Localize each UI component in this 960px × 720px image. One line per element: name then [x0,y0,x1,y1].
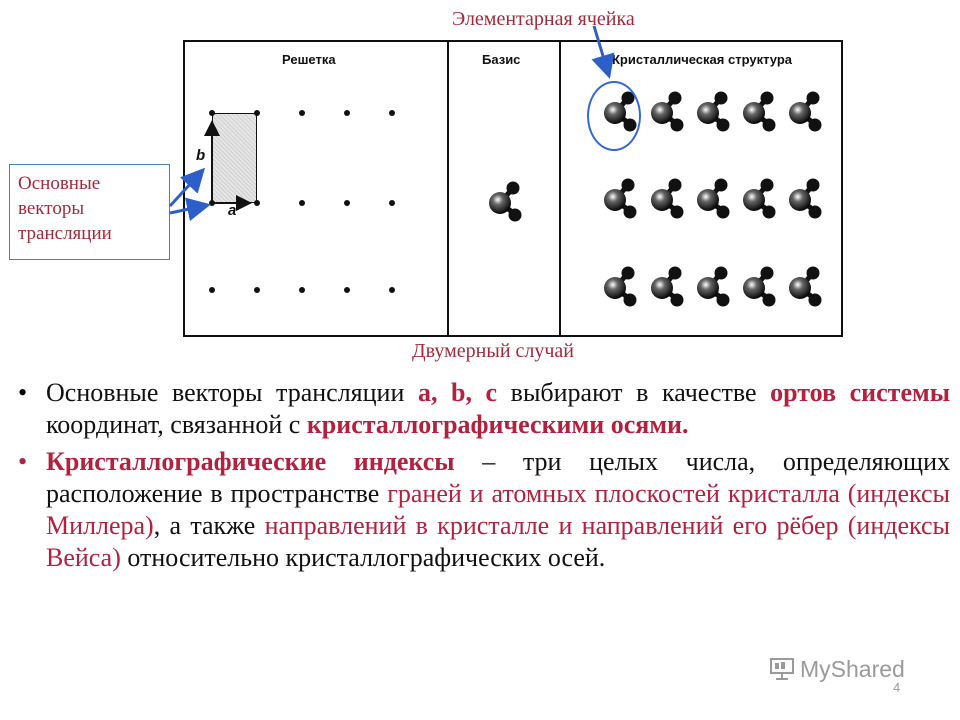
unit-cell-label: Элементарная ячейка [452,8,635,30]
bullet-marker: • [18,378,28,407]
crystal-molecule [690,262,740,312]
crystal-molecule [782,87,832,137]
b1-text-part: Основные векторы трансляции [46,378,418,407]
bullet-item-1 [18,377,950,441]
crystal-molecule [644,87,694,137]
b1-abc-term: a, b, c [417,378,498,407]
presentation-icon [770,658,794,680]
bullet-1-text [46,377,950,441]
b1-text-part: координат, связанной с [46,410,307,439]
vector-b-label: b [196,147,206,164]
bullet-item-2 [18,446,950,574]
lattice-panel-title: Решетка [282,52,336,67]
b2-text-part: , а также [153,511,265,540]
two-dimensional-case-label: Двумерный случай [412,340,575,362]
crystal-panel-title: Кристаллическая структура [612,52,792,67]
b1-axes-term: кристаллографическими осями. [306,410,689,439]
bullet-2-text [46,446,950,574]
crystal-molecule [597,174,647,224]
pointer-to-unit-cell-arrow [594,26,609,76]
b2-term: Кристаллографические индексы [46,447,455,476]
pointer-to-a-arrow [170,205,208,213]
b2-text-part: – три целых числа, определяющих расположение в пространстве [46,447,950,508]
vectors-box-line-2: векторы [18,198,85,219]
vectors-box-line-3: трансляции [18,223,112,244]
b1-text-part: выбирают в качестве [497,378,771,407]
crystal-molecule [736,87,786,137]
crystal-molecule [597,262,647,312]
b2-faces-term: граней и атомных плоскостей кристалла (индексы Миллера) [46,479,950,540]
bullet-list [18,377,950,574]
crystal-molecule [782,262,832,312]
vector-a-label: a [228,202,237,219]
unit-cell-highlight-circle [587,81,641,151]
watermark [770,656,905,683]
crystal-molecule [644,262,694,312]
b2-directions-term: направлений в кристалле и направлений его рёбер (индексы Вейса) [46,511,950,572]
crystal-molecule [736,262,786,312]
watermark-text: MyShared [800,656,905,682]
pointer-to-b-arrow [170,170,203,206]
b2-text-part: относительно кристаллографических осей. [120,543,606,572]
crystal-molecule [644,174,694,224]
crystal-molecule [736,174,786,224]
crystal-molecule [782,174,832,224]
basis-molecule [482,177,532,227]
bullet-marker: • [18,447,28,476]
crystal-molecule [690,87,740,137]
vectors-box-line-1: Основные [18,173,101,194]
basis-panel-title: Базис [482,52,521,67]
b1-orts-term: ортов системы [770,378,951,407]
crystal-molecule [690,174,740,224]
page-number: 4 [893,680,901,695]
